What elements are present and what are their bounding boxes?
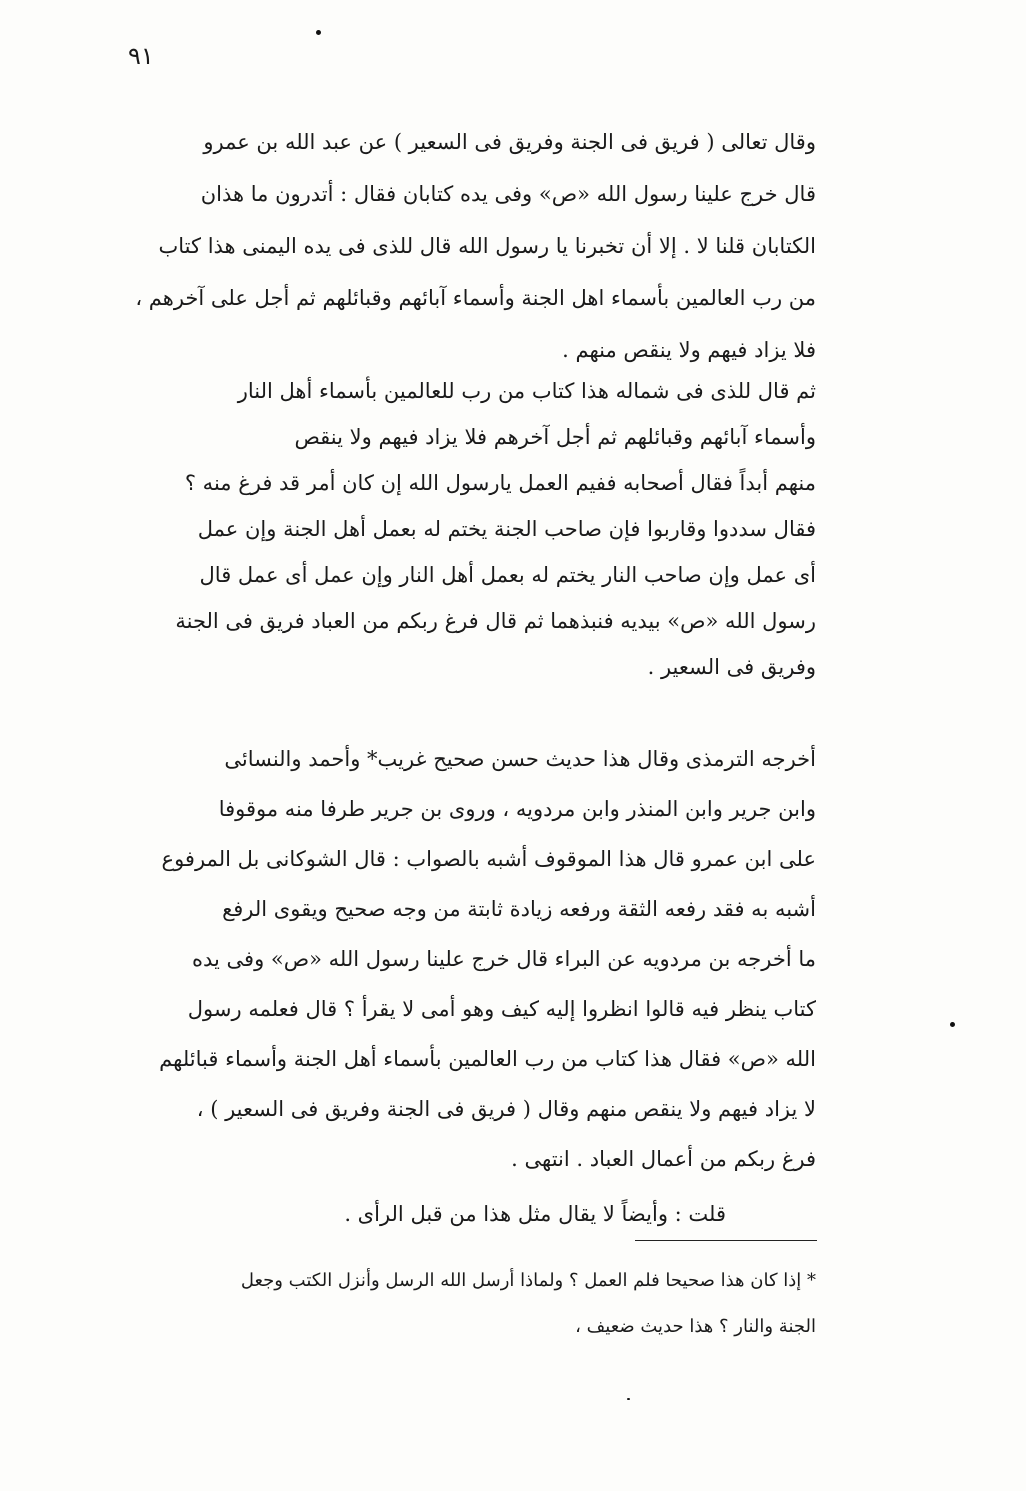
text-line: أخرجه الترمذى وقال هذا حديث حسن صحيح غريب* وأحمد والنسائى <box>224 747 816 771</box>
footnote-separator <box>635 1240 817 1241</box>
text-line: منهم أبداً فقال أصحابه ففيم العمل يارسول الله إن كان أمر قد فرغ منه ؟ <box>184 471 816 495</box>
text-line: فرغ ربكم من أعمال العباد . انتهى . <box>511 1147 816 1171</box>
text-line: أى عمل وإن صاحب النار يختم له بعمل أهل النار وإن عمل أى عمل قال <box>199 563 816 587</box>
page-number: ٩١ <box>128 42 154 70</box>
text-line: وقال تعالى ( فريق فى الجنة وفريق فى السعير ) عن عبد الله بن عمرو <box>203 130 816 154</box>
ink-speck <box>627 1398 630 1400</box>
text-line: الكتابان قلنا لا . إلا أن تخبرنا يا رسول الله قال للذى فى يده اليمنى هذا كتاب <box>158 234 816 258</box>
text-line: الله «ص» فقال هذا كتاب من رب العالمين بأسماء أهل الجنة وأسماء قبائلهم <box>159 1047 816 1071</box>
text-line: من رب العالمين بأسماء اهل الجنة وأسماء آبائهم وقبائلهم ثم أجل على آخرهم ، <box>135 286 816 310</box>
paragraph-3 <box>100 734 816 1184</box>
paragraph-4 <box>100 1188 816 1240</box>
text-line: فلا يزاد فيهم ولا ينقص منهم . <box>562 338 816 362</box>
text-line: وأسماء آبائهم وقبائلهم ثم أجل آخرهم فلا يزاد فيهم ولا ينقص <box>294 425 816 449</box>
ink-speck <box>950 1022 955 1027</box>
text-line: على ابن عمرو قال هذا الموقوف أشبه بالصواب : قال الشوكانى بل المرفوع <box>161 847 816 871</box>
ink-speck <box>316 30 321 35</box>
text-line: قال خرج علينا رسول الله «ص» وفى يده كتابان فقال : أتدرون ما هذان <box>200 182 816 206</box>
text-line: وابن جرير وابن المنذر وابن مردويه ، وروى بن جرير طرفا منه موقوفا <box>218 797 816 821</box>
paragraph-2 <box>100 368 816 690</box>
text-line: ثم قال للذى فى شماله هذا كتاب من رب للعالمين بأسماء أهل النار <box>237 379 816 403</box>
text-line: لا يزاد فيهم ولا ينقص منهم وقال ( فريق فى الجنة وفريق فى السعير ) ، <box>196 1097 816 1121</box>
text-line: فقال سددوا وقاربوا فإن صاحب الجنة يختم له بعمل أهل الجنة وإن عمل <box>197 517 816 541</box>
text-line: وفريق فى السعير . <box>647 655 816 679</box>
text-line: رسول الله «ص» بيديه فنبذهما ثم قال فرغ ربكم من العباد فريق فى الجنة <box>175 609 816 633</box>
paragraph-1 <box>100 116 816 376</box>
footnote <box>86 1258 816 1350</box>
text-line: أشبه به فقد رفعه الثقة ورفعه زيادة ثابتة من وجه صحيح ويقوى الرفع <box>222 897 816 921</box>
footnote-line: الجنة والنار ؟ هذا حديث ضعيف ، <box>575 1316 816 1337</box>
text-line: كتاب ينظر فيه قالوا انظروا إليه كيف وهو أمى لا يقرأ ؟ قال فعلمه رسول <box>187 997 816 1021</box>
text-line: قلت : وأيضاً لا يقال مثل هذا من قبل الرأى . <box>344 1202 726 1226</box>
text-line: ما أخرجه بن مردويه عن البراء قال خرج علينا رسول الله «ص» وفى يده <box>191 947 816 971</box>
footnote-line: * إذا كان هذا صحيحا فلم العمل ؟ ولماذا أرسل الله الرسل وأنزل الكتب وجعل <box>240 1270 816 1291</box>
